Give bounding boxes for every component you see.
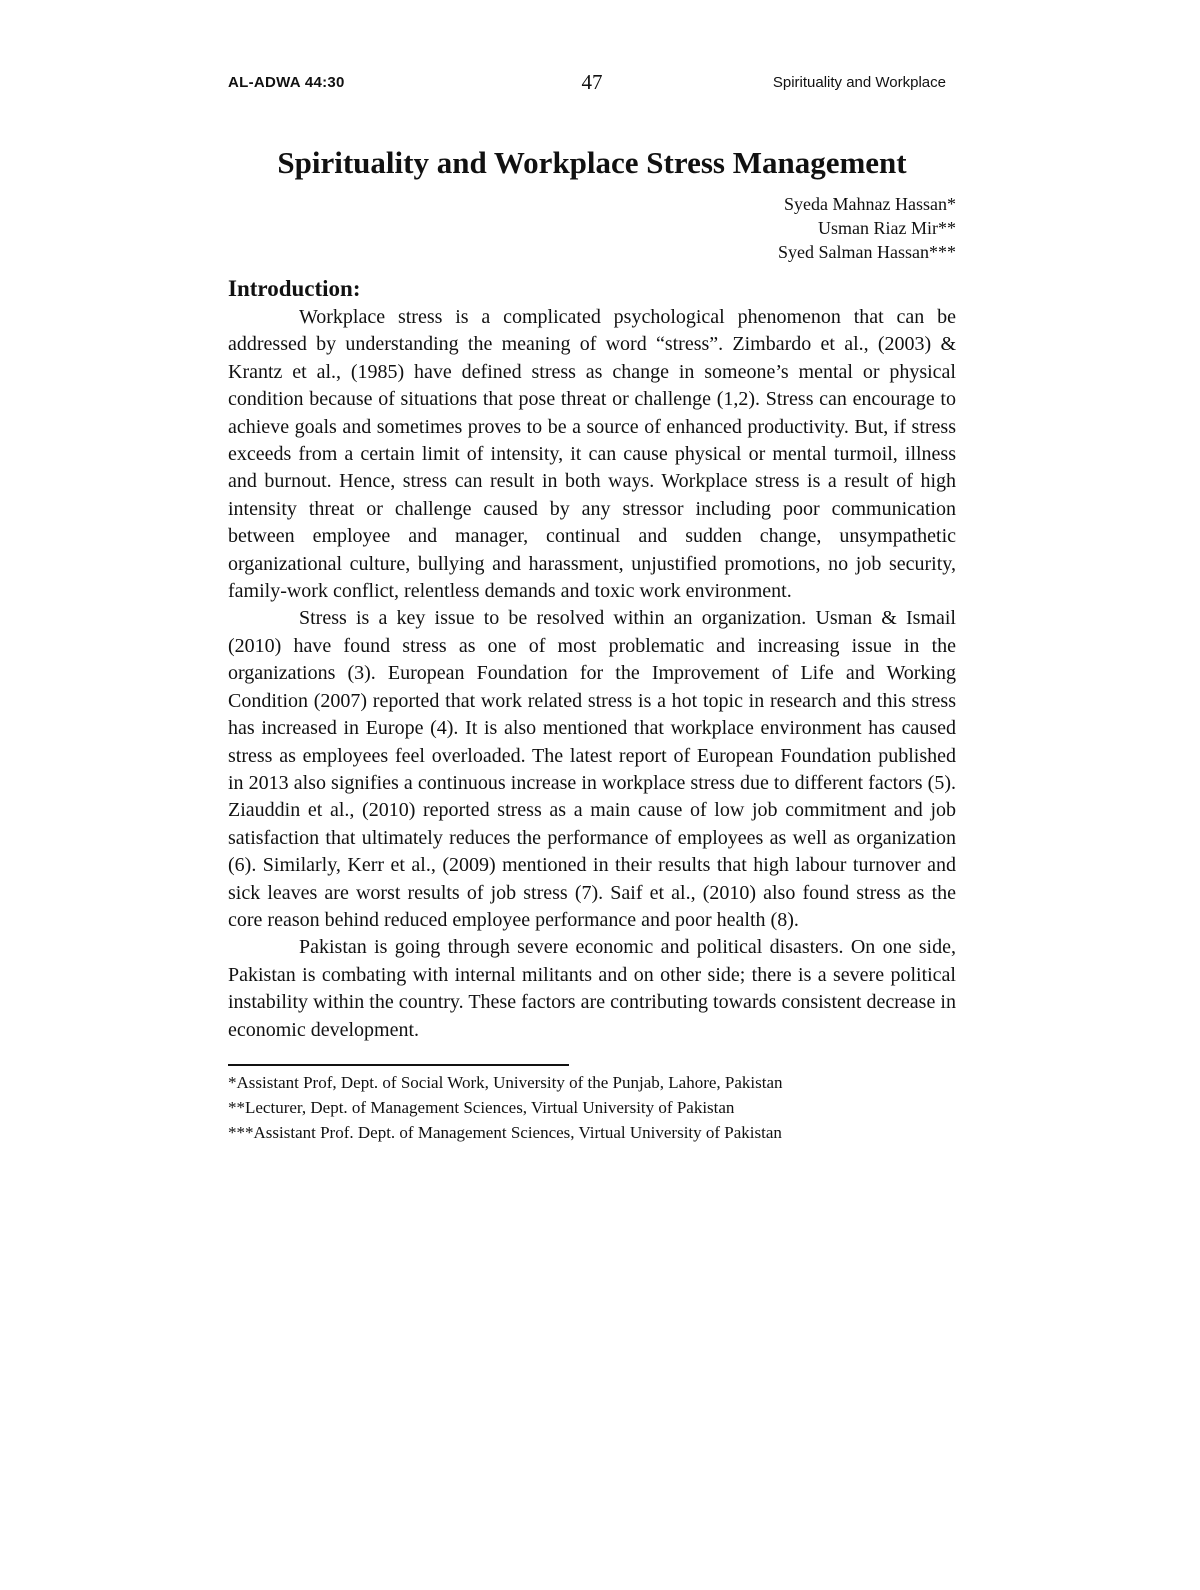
introduction-body (228, 304, 956, 1044)
running-title: Spirituality and Workplace (772, 74, 946, 91)
paper-title: Spirituality and Workplace Stress Management (277, 145, 907, 180)
paragraph-3: Pakistan is going through severe economic and political disasters. On one side, Pakistan is combating with internal militants and on other side; there is a severe political instability within the country. These factors are contributing towards consistent decrease in economic development. (228, 936, 956, 1041)
footnotes (228, 1070, 956, 1145)
footnote-2: **Lecturer, Dept. of Management Sciences, Virtual University of Pakistan (228, 1097, 735, 1117)
footnote-3: ***Assistant Prof. Dept. of Management Sciences, Virtual University of Pakistan (228, 1122, 782, 1142)
section-heading-introduction: Introduction: (228, 276, 361, 301)
footnote-divider (228, 1064, 569, 1066)
journal-issue: AL-ADWA 44:30 (228, 74, 345, 91)
document-page (228, 66, 956, 1145)
paragraph-2: Stress is a key issue to be resolved within an organization. Usman & Ismail (2010) have found stress as one of most problematic and increasing issue in the organizations (3). European Foundation for the Improvement of Life and Working Condition (2007) reported that work related stress is a hot topic in research and this stress has increased in Europe (4). It is also mentioned that workplace environment has caused stress as employees feel overloaded. The latest report of European Foundation published in 2013 also signifies a continuous increase in workplace stress due to different factors (5). Ziauddin et al., (2010) reported stress as a main cause of low job commitment and job satisfaction that ultimately reduces the performance of employees as well as organization (6). Similarly, Kerr et al., (2009) mentioned in their results that high labour turnover and sick leaves are worst results of job stress (7). Saif et al., (2010) also found stress as the core reason behind reduced employee performance and poor health (8). (228, 607, 956, 931)
running-header (228, 66, 956, 100)
footnote-1: *Assistant Prof, Dept. of Social Work, University of the Punjab, Lahore, Pakistan (228, 1072, 783, 1092)
author-3: Syed Salman Hassan*** (778, 242, 956, 262)
paragraph-1: Workplace stress is a complicated psychological phenomenon that can be addressed by understanding the meaning of word “stress”. Zimbardo et al., (2003) & Krantz et al., (1985) have defined stress as change in someone’s mental or physical condition because of situations that pose threat or challenge (1,2). Stress can encourage to achieve goals and sometimes proves to be a source of enhanced productivity. But, if stress exceeds from a certain limit of intensity, it can cause physical or mental turmoil, illness and burnout. Hence, stress can result in both ways. Workplace stress is a result of high intensity threat or challenge caused by any stressor including poor communication between employee and manager, continual and sudden change, unsympathetic organizational culture, bullying and harassment, unjustified promotions, no job security, family-work conflict, relentless demands and toxic work environment. (228, 306, 956, 603)
author-1: Syeda Mahnaz Hassan* (784, 194, 956, 214)
page-number: 47 (581, 70, 603, 94)
author-2: Usman Riaz Mir** (818, 218, 956, 238)
author-list (228, 192, 956, 264)
